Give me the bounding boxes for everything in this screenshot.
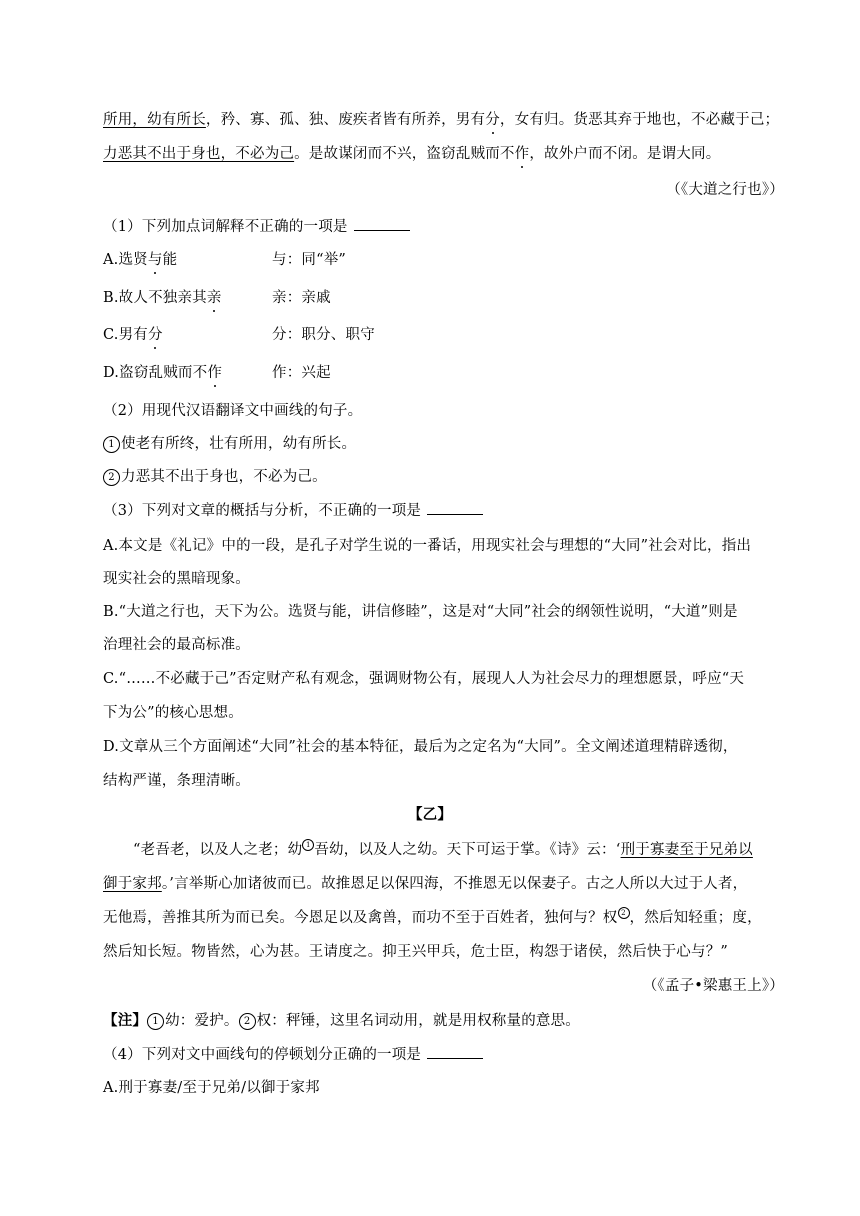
q2-item-2: 2 力恶其不出于身也，不必为己。 [103, 465, 327, 486]
passage-b-line-2: 御于家邦。’言举斯心加诸彼而已。故推恩足以保四海，不推恩无以保妻子。古之人所以大过于人者， [103, 876, 748, 892]
notes: 【注】 1 幼：爱护。 2 权：秤锤，这里名词动用，就是用权称量的意思。 [103, 1012, 581, 1029]
passage-b-line-3: 无他焉，善推其所为而已矣。今恩足以及禽兽，而功不至于百姓者，独何与？权 2 ，然后知轻重；度， [103, 909, 762, 926]
q2-item-1: 1 使老有所终，壮有所用，幼有所长。 [103, 432, 356, 453]
note-marker: 2 [618, 907, 630, 919]
q1-stem: （1）下列加点词解释不正确的一项是 [103, 215, 410, 236]
q3-line: 下为公”的核心思想。 [103, 705, 243, 721]
passage-a-source: （《大道之行也》） [666, 182, 784, 198]
passage-b-heading: 【乙】 [407, 806, 453, 823]
passage-b-source: （《孟子•梁惠王上》） [642, 978, 784, 994]
q3-line: A.本文是《礼记》中的一段，是孔子对学生说的一番话，用现实社会与理想的“大同”社会对比，指出 [103, 538, 752, 554]
q4-stem: （4）下列对文中画线句的停顿划分正确的一项是 [103, 1043, 483, 1064]
notes-label: 【注】 [103, 1012, 148, 1029]
passage-b-line-1: “老吾老，以及人之老；幼 1 吾幼，以及人之幼。天下可运于掌。《诗》云：‘刑于寡妻至于兄弟以 [133, 841, 753, 858]
circled-number: 2 [239, 1013, 256, 1030]
dotted-word: 与 [148, 248, 163, 269]
underlined-sentence: 力恶其不出于身也，不必为己 [103, 146, 295, 162]
answer-blank [427, 502, 483, 515]
document-page: 所用，幼有所长，矜、寡、孤、独、废疾者皆有所养，男有分，女有归。货恶其弃于地也，不必藏于己； 力恶其不出于身也，不必为己。是故谋闭而不兴，盗窃乱贼而不作，故外户而不闭。是谓大同。 （《大道之行也》） （1）下列加点词解释不正确的一项是 A.选贤与能 与：同“举” B.故人不独亲其亲 亲：亲戚 C.男有分 分：职分、职守 D.盗窃乱贼而不作 作：兴起 （2）用现代汉语翻译文中画线的句子。 1 使老有所终，壮有所用，幼有所长。 2 力恶其不出于身也，不必为己。 （3）下列对文章的概括与分析，不正确的一项是 A.本文是《礼记》中的一段，是孔子对学生说的一番话，用现实社会与理想的“大同”社会对比，指出 现实社会的黑暗现象。 B.“大道之行也，天下为公。选贤与能，讲信修睦”，这是对“大同”社会的纲领性说明，“大道”则是 治理社会的最高标准。 C.“……不必藏于己”否定财产私有观念，强调财物公有，展现人人为社会尽力的理想愿景，呼应“天 下为公”的核心思想。 D.文章从三个方面阐述“大同”社会的基本特征，最后为之定名为“大同”。全文阐述道理精辟透彻， 结构严谨，条理清晰。 【乙】 “老吾老，以及人之老；幼 1 吾幼，以及人之幼。天下可运于掌。《诗》云：‘刑于寡妻至于兄弟以 御于家邦。’言举斯心加诸彼而已。故推恩足以保四海，不推恩无以保妻子。古之人所以大过于人者， 无他焉，善推其所为而已矣。今恩足以及禽兽，而功不至于百姓者，独何与？权 2 ，然后知轻重；度， 然后知长短。物皆然，心为甚。王请度之。抑王兴甲兵，危士臣，构怨于诸侯，然后快于心与？” （《孟子•梁惠王上》） 【注】 1 幼：爱护。 2 权：秤锤，这里名词动用，就是用权称量的意思。 （4）下列对文中画线句的停顿划分正确的一项是 A.刑于寡妻/至于兄弟/以御于家邦 [0, 0, 860, 1216]
q3-line: C.“……不必藏于己”否定财产私有观念，强调财物公有，展现人人为社会尽力的理想愿景，呼应“天 [103, 671, 745, 687]
circled-number: 1 [147, 1013, 164, 1030]
note-marker: 1 [302, 839, 314, 851]
q3-line: B.“大道之行也，天下为公。选贤与能，讲信修睦”，这是对“大同”社会的纲领性说明，“大道”则是 [103, 604, 738, 620]
passage-b-line-4: 然后知长短。物皆然，心为甚。王请度之。抑王兴甲兵，危士臣，构怨于诸侯，然后快于心与？” [103, 944, 729, 960]
dotted-word: 亲 [207, 286, 222, 307]
dotted-word: 作 [515, 142, 530, 163]
passage-a-line-2: 力恶其不出于身也，不必为己。是故谋闭而不兴，盗窃乱贼而不作，故外户而不闭。是谓大同。 [103, 142, 720, 163]
answer-blank [354, 218, 410, 231]
q3-stem: （3）下列对文章的概括与分析，不正确的一项是 [103, 499, 483, 520]
answer-blank [427, 1046, 483, 1059]
dotted-word: 作 [207, 361, 222, 382]
q3-line: 现实社会的黑暗现象。 [103, 571, 250, 587]
underlined-sentence: 所用，幼有所长 [103, 112, 206, 128]
q3-line: 结构严谨，条理清晰。 [103, 773, 250, 789]
q2-stem: （2）用现代汉语翻译文中画线的句子。 [103, 403, 363, 419]
circled-number: 2 [103, 469, 120, 486]
dotted-word: 分 [148, 323, 163, 344]
q3-line: 治理社会的最高标准。 [103, 637, 250, 653]
passage-a-line-1: 所用，幼有所长，矜、寡、孤、独、废疾者皆有所养，男有分，女有归。货恶其弃于地也，不必藏于己； [103, 108, 779, 129]
underlined-sentence: 刑于寡妻至于兄弟以 [620, 842, 753, 858]
q4-option-a: A.刑于寡妻/至于兄弟/以御于家邦 [103, 1080, 320, 1096]
dotted-word: 分 [485, 108, 500, 129]
circled-number: 1 [103, 436, 120, 453]
q3-line: D.文章从三个方面阐述“大同”社会的基本特征，最后为之定名为“大同”。全文阐述道理精辟透彻， [103, 739, 738, 755]
underlined-sentence: 御于家邦 [103, 876, 162, 892]
